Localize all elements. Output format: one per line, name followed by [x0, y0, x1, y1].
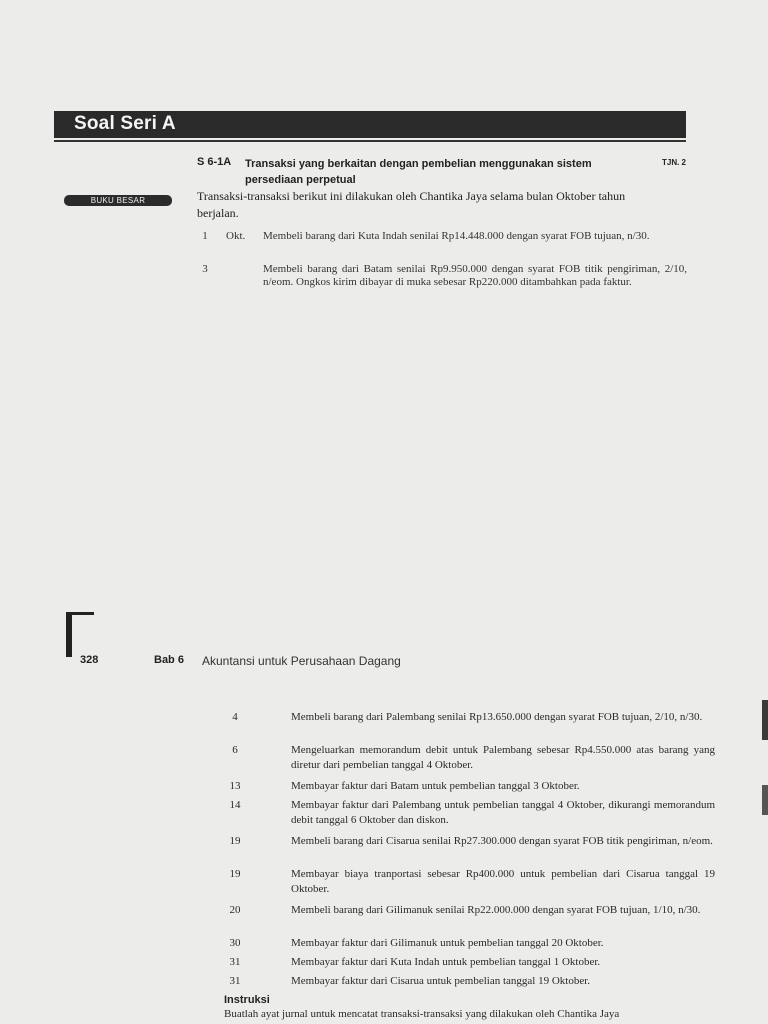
- page-number: 328: [80, 654, 99, 666]
- transaction-text: Mengeluarkan memorandum debit untuk Palembang sebesar Rp4.550.000 atas barang yang diretur dari pembelian tanggal 4 Oktober.: [291, 744, 715, 771]
- problem-intro: Transaksi-transaksi berikut ini dilakukan oleh Chantika Jaya selama bulan Oktober tahun berjalan.: [197, 189, 626, 220]
- transaction-day: 3: [202, 263, 208, 275]
- instructions-text: Buatlah ayat jurnal untuk mencatat transaksi-transaksi yang dilakukan oleh Chantika Jaya: [224, 1008, 620, 1020]
- transaction-text: Membayar faktur dari Cisarua untuk pembelian tanggal 19 Oktober.: [291, 975, 591, 987]
- page-corner-mark-top: [68, 612, 94, 615]
- chapter-label: Bab 6: [154, 654, 184, 666]
- transaction-text: Membayar biaya tranportasi sebesar Rp400.000 untuk pembelian dari Cisarua tanggal 19 Oktober.: [291, 868, 715, 895]
- transaction-text: Membayar faktur dari Kuta Indah untuk pembelian tanggal 1 Oktober.: [291, 956, 601, 968]
- transaction-day: 31: [229, 975, 241, 987]
- instructions-heading: Instruksi: [224, 994, 270, 1006]
- transaction-day: 6: [232, 744, 238, 756]
- transaction-day: 13: [229, 780, 241, 792]
- transaction-day: 14: [229, 799, 241, 811]
- problem-code: S 6-1A: [197, 156, 232, 168]
- ledger-badge: BUKU BESAR: [64, 195, 172, 206]
- transaction-text: Membeli barang dari Palembang senilai Rp13.650.000 dengan syarat FOB tujuan, 2/10, n/30.: [291, 711, 703, 723]
- problem-title: Transaksi yang berkaitan dengan pembelian menggunakan sistem persediaan perpetual: [245, 158, 592, 186]
- transaction-day: 1: [202, 230, 208, 242]
- page-corner-mark: [66, 612, 72, 657]
- scan-edge-mark: [762, 700, 768, 740]
- transaction-text: Membeli barang dari Cisarua senilai Rp27.300.000 dengan syarat FOB titik pengiriman, n/eom.: [291, 835, 713, 847]
- transaction-day: 19: [229, 868, 241, 880]
- transaction-text: Membayar faktur dari Palembang untuk pembelian tanggal 4 Oktober, dikurangi memorandum debit tanggal 6 Oktober dan diskon.: [291, 799, 715, 826]
- transaction-day: 20: [229, 904, 241, 916]
- transaction-day: 31: [229, 956, 241, 968]
- transaction-day: 30: [229, 937, 241, 949]
- transaction-text: Membayar faktur dari Batam untuk pembelian tanggal 3 Oktober.: [291, 780, 580, 792]
- transaction-day: 4: [232, 711, 238, 723]
- section-title: Soal Seri A: [74, 113, 176, 134]
- objective-label: TJN. 2: [662, 158, 687, 167]
- transaction-text: Membeli barang dari Gilimanuk senilai Rp22.000.000 dengan syarat FOB tujuan, 1/10, n/30.: [291, 904, 701, 916]
- transaction-day: 19: [229, 835, 241, 847]
- transaction-text: Membayar faktur dari Gilimanuk untuk pembelian tanggal 20 Oktober.: [291, 937, 604, 949]
- transaction-text: Membeli barang dari Batam senilai Rp9.950.000 dengan syarat FOB titik pengiriman, 2/10, n/eom. Ongkos kirim dibayar di muka sebesar Rp220.000 ditambahkan pada faktur.: [263, 263, 687, 288]
- transaction-text: Membeli barang dari Kuta Indah senilai Rp14.448.000 dengan syarat FOB tujuan, n/30.: [263, 230, 650, 242]
- chapter-title: Akuntansi untuk Perusahaan Dagang: [202, 654, 401, 668]
- scan-edge-mark: [762, 785, 768, 815]
- transaction-month: Okt.: [226, 230, 246, 242]
- header-divider: [54, 140, 686, 142]
